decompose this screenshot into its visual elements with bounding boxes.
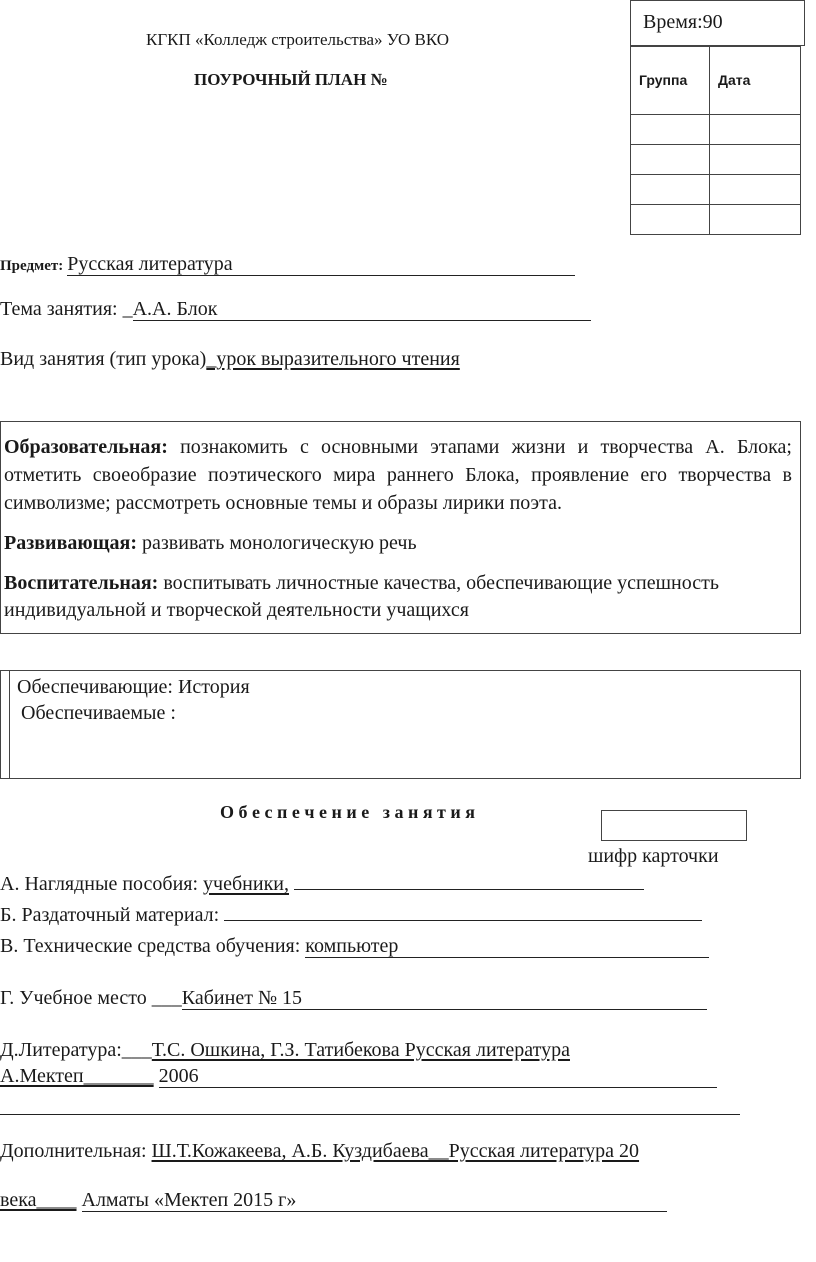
- date-header: Дата: [718, 71, 751, 88]
- table-cell[interactable]: [710, 145, 801, 175]
- literature-year: 2006: [159, 1065, 717, 1088]
- topic-value: А.А. Блок: [133, 298, 591, 321]
- educational-goal: [4, 433, 792, 517]
- study-place-label: Г. Учебное место ___: [0, 987, 182, 1009]
- group-header-cell: [631, 47, 710, 115]
- visual-aids-label: А. Наглядные пособия:: [0, 873, 204, 895]
- tech-means-label: В. Технические средства обучения:: [0, 935, 306, 957]
- tech-means-row: [0, 935, 709, 958]
- developing-text: развивать монологическую речь: [142, 532, 417, 554]
- group-header: Группа: [639, 71, 688, 88]
- tech-means-value: компьютер: [305, 935, 709, 958]
- lesson-type-value: _урок выразительного чтения: [206, 348, 460, 370]
- lesson-type-label: Вид занятия (тип урока): [0, 348, 207, 370]
- time-label: Время:90: [643, 11, 723, 33]
- developing-label: Развивающая:: [4, 532, 138, 554]
- visual-aids-value: учебники,: [203, 873, 289, 895]
- college-name: КГКП «Колледж строительства» УО ВКО: [146, 30, 450, 49]
- card-code-field[interactable]: [601, 810, 747, 841]
- provided-disciplines: Обеспечиваемые :: [21, 702, 176, 724]
- links-divider: [9, 671, 10, 778]
- blank-line: [0, 1114, 740, 1115]
- time-box: [630, 0, 805, 46]
- handout-row: [0, 902, 702, 927]
- table-cell[interactable]: [631, 205, 710, 235]
- card-code-label: шифр карточки: [588, 845, 719, 867]
- study-place-row: [0, 987, 707, 1010]
- additional-literature-label: Дополнительная:: [0, 1140, 152, 1162]
- table-cell[interactable]: [631, 115, 710, 145]
- fill-line: [224, 902, 702, 921]
- literature-label: Д.Литература:___: [0, 1039, 152, 1061]
- subject-row: [0, 253, 575, 276]
- literature-row-2: [0, 1065, 717, 1088]
- additional-literature-value-1: Ш.Т.Кожакеева, А.Б. Куздибаева__Русская литература 20: [151, 1140, 640, 1162]
- educational-text: познакомить с основными этапами жизни и творчества А. Блока; отметить своеобразие поэтического мира раннего Блока, проявление его творчества в символизме; рассмотреть основные темы и образы лирики поэта.: [4, 436, 792, 514]
- plan-title: ПОУРОЧНЫЙ ПЛАН №: [194, 70, 388, 89]
- additional-literature-century: века____: [0, 1189, 77, 1211]
- educational-label: Образовательная:: [4, 436, 168, 458]
- additional-literature-row-2: [0, 1189, 667, 1212]
- literature-publisher: А.Мектеп_______: [0, 1065, 154, 1087]
- topic-row: [0, 298, 591, 321]
- subject-label: Предмет:: [0, 258, 64, 274]
- lesson-type-row: [0, 348, 460, 371]
- table-cell[interactable]: [631, 145, 710, 175]
- upbringing-goal: [4, 570, 724, 624]
- developing-goal: [4, 532, 417, 555]
- fill-line: [294, 871, 644, 890]
- literature-value-1: Т.С. Ошкина, Г.З. Татибекова Русская литература: [151, 1039, 570, 1061]
- upbringing-label: Воспитательная:: [4, 572, 159, 594]
- handout-label: Б. Раздаточный материал:: [0, 904, 220, 926]
- table-cell[interactable]: [631, 175, 710, 205]
- table-cell[interactable]: [710, 205, 801, 235]
- links-box: [0, 670, 801, 779]
- group-date-table: [630, 46, 801, 235]
- upbringing-text: воспитывать личностные качества, обеспечивающие успешность индивидуальной и творческой деятельности учащихся: [4, 572, 719, 621]
- study-place-value: Кабинет № 15: [182, 987, 707, 1010]
- additional-literature-row-1: [0, 1140, 639, 1163]
- table-cell[interactable]: [710, 115, 801, 145]
- subject-value: Русская литература: [67, 253, 575, 276]
- support-heading: О б е с п е ч е н и е з а н я т и я: [220, 802, 476, 822]
- topic-label: Тема занятия: _: [0, 298, 133, 320]
- visual-aids-row: [0, 871, 644, 896]
- literature-row-1: [0, 1039, 570, 1062]
- additional-literature-publisher: Алматы «Мектеп 2015 г»: [82, 1189, 667, 1212]
- providing-disciplines: Обеспечивающие: История: [17, 676, 250, 698]
- date-header-cell: [710, 47, 801, 115]
- goals-box: [0, 421, 801, 634]
- table-cell[interactable]: [710, 175, 801, 205]
